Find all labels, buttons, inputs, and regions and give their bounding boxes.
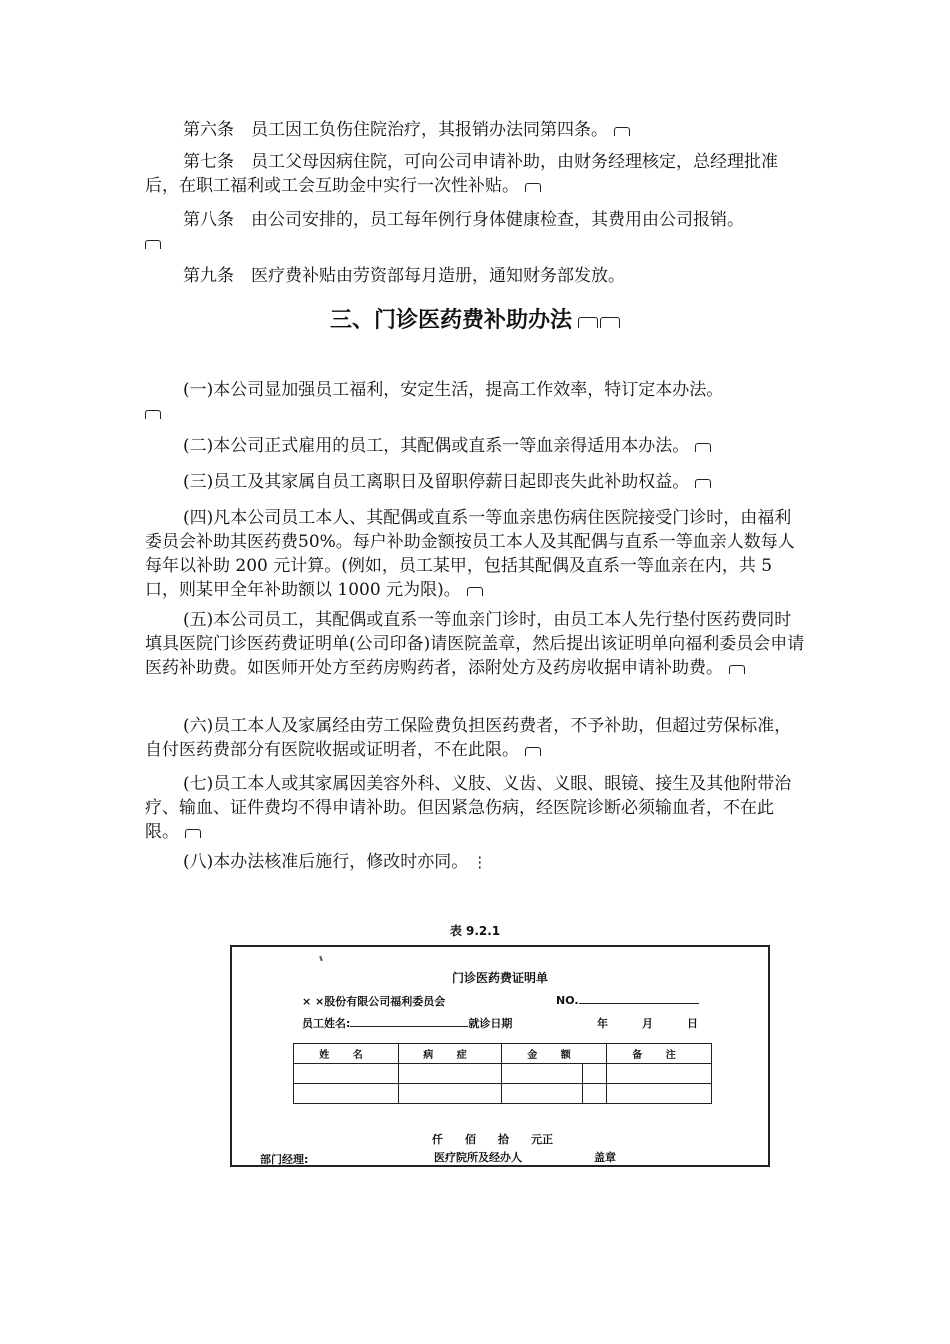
- section-title: [0, 306, 950, 336]
- paragraph-mark-icon: [185, 829, 201, 838]
- form-visit-date-label: 就诊日期: [468, 1017, 513, 1030]
- form-month: 月: [642, 1017, 653, 1030]
- table-cell[interactable]: [399, 1084, 502, 1104]
- item-4-text: (四)凡本公司员工本人、其配偶或直系一等血亲患伤病住医院接受门诊时，由福利委员会补助其医药费50%。每户补助金额按员工本人及其配偶与直系一等血亲人数每人每年以补助 200 元计算。(例如，员工某甲，包括其配偶及直系一等血亲在内，共 5 口，则某甲全年补助额以 1000 元为限)。: [145, 508, 795, 600]
- item-5: [145, 608, 805, 680]
- table-caption: 表 9.2.1: [449, 924, 501, 938]
- form-no-field[interactable]: [579, 993, 699, 1004]
- form-table-header: [294, 1044, 712, 1064]
- item-7: [145, 772, 805, 844]
- form-clinic-agent: 医疗院所及经办人: [434, 1151, 522, 1164]
- item-3-text: (三)员工及其家属自员工离职日及留职停薪日起即丧失此补助权益。: [183, 472, 690, 492]
- scan-artifact: [319, 956, 323, 961]
- paragraph-mark-icon: [729, 665, 745, 674]
- item-6: [145, 714, 805, 762]
- article-6-text: 第六条 员工因工负伤住院治疗，其报销办法同第四条。: [183, 120, 608, 140]
- item-1: [145, 378, 805, 402]
- col-amount: 金 额: [502, 1044, 607, 1064]
- table-cell[interactable]: [607, 1064, 712, 1084]
- article-8-text: 第八条 由公司安排的，员工每年例行身体健康检查，其费用由公司报销。: [183, 210, 744, 230]
- paragraph-mark-icon: [525, 747, 541, 756]
- form-seal: 盖章: [594, 1151, 616, 1164]
- paragraph-mark-icon: [467, 587, 483, 596]
- form-employee-line: [302, 1015, 512, 1031]
- paragraph-mark-icon: [600, 317, 620, 328]
- table-cell[interactable]: [607, 1084, 712, 1104]
- table-cell[interactable]: [399, 1064, 502, 1084]
- table-cell[interactable]: [583, 1064, 607, 1084]
- item-8-text: (八)本办法核准后施行，修改时亦同。: [183, 852, 469, 872]
- form-employee-label: 员工姓名:: [302, 1017, 351, 1030]
- paragraph-mark-icon: [145, 240, 161, 249]
- item-6-text: (六)员工本人及家属经由劳工保险费负担医药费者，不予补助，但超过劳保标准，自付医药费部分有医院收据或证明者，不在此限。: [145, 716, 792, 760]
- article-7-text: 第七条 员工父母因病住院，可向公司申请补助，由财务经理核定，总经理批准后，在职工福利或工会互助金中实行一次性补贴。: [145, 152, 778, 196]
- form-dept-manager: 部门经理:: [260, 1153, 309, 1166]
- form-no-line: [556, 993, 699, 1007]
- form-year: 年: [597, 1017, 608, 1030]
- article-9: [145, 264, 805, 288]
- article-8: [145, 208, 805, 232]
- form-no-label: NO.: [556, 994, 579, 1007]
- table-cell[interactable]: [294, 1064, 399, 1084]
- form-amount-units: 仟 佰 拾 元正: [432, 1133, 553, 1146]
- form-org: × ×股份有限公司福利委员会: [302, 995, 446, 1008]
- form-employee-field[interactable]: [350, 1016, 468, 1027]
- paragraph-mark-icon: [695, 443, 711, 452]
- section-title-text: 三、门诊医药费补助办法: [329, 308, 572, 333]
- article-9-text: 第九条 医疗费补贴由劳资部每月造册，通知财务部发放。: [183, 266, 625, 286]
- col-illness: 病 症: [399, 1044, 502, 1064]
- form-day: 日: [687, 1017, 698, 1030]
- paragraph-mark-icon: [145, 410, 161, 419]
- item-7-text: (七)员工本人或其家属因美容外科、义肢、义齿、义眼、眼镜、接生及其他附带治疗、输血、证件费均不得申请补助。但因紧急伤病，经医院诊断必须输血者，不在此限。: [145, 774, 792, 842]
- form-table-row: [294, 1084, 712, 1104]
- item-5-text: (五)本公司员工，其配偶或直系一等血亲门诊时，由员工本人先行垫付医药费同时填具医院门诊医药费证明单(公司印备)请医院盖章，然后提出该证明单向福利委员会申请医药补助费。如医师开处方至药房购药者，添附处方及药房收据申请补助费。: [145, 610, 805, 678]
- item-2: [145, 434, 805, 458]
- vertical-dots-icon: ⋮: [472, 853, 488, 871]
- col-name: 姓 名: [294, 1044, 399, 1064]
- form-table: [293, 1043, 712, 1104]
- paragraph-mark-icon: [614, 127, 630, 136]
- form-table-row: [294, 1064, 712, 1084]
- item-3: [145, 470, 805, 494]
- table-cell[interactable]: [583, 1084, 607, 1104]
- paragraph-mark-icon: [695, 479, 711, 488]
- form-date-line: [597, 1015, 698, 1031]
- article-6: [145, 118, 805, 142]
- form-title: 门诊医药费证明单: [451, 971, 548, 985]
- item-4: [145, 506, 805, 602]
- table-cell[interactable]: [502, 1064, 583, 1084]
- item-8: [145, 850, 805, 874]
- medical-certificate-form: [230, 945, 770, 1167]
- paragraph-mark-icon: [578, 317, 598, 328]
- table-cell[interactable]: [294, 1084, 399, 1104]
- paragraph-mark-icon: [525, 183, 541, 192]
- table-cell[interactable]: [502, 1084, 583, 1104]
- article-7: [145, 150, 805, 198]
- form-org-line: [302, 993, 445, 1009]
- item-1-text: (一)本公司显加强员工福利，安定生活，提高工作效率，特订定本办法。: [183, 380, 724, 400]
- item-2-text: (二)本公司正式雇用的员工，其配偶或直系一等血亲得适用本办法。: [183, 436, 690, 456]
- col-notes: 备 注: [607, 1044, 712, 1064]
